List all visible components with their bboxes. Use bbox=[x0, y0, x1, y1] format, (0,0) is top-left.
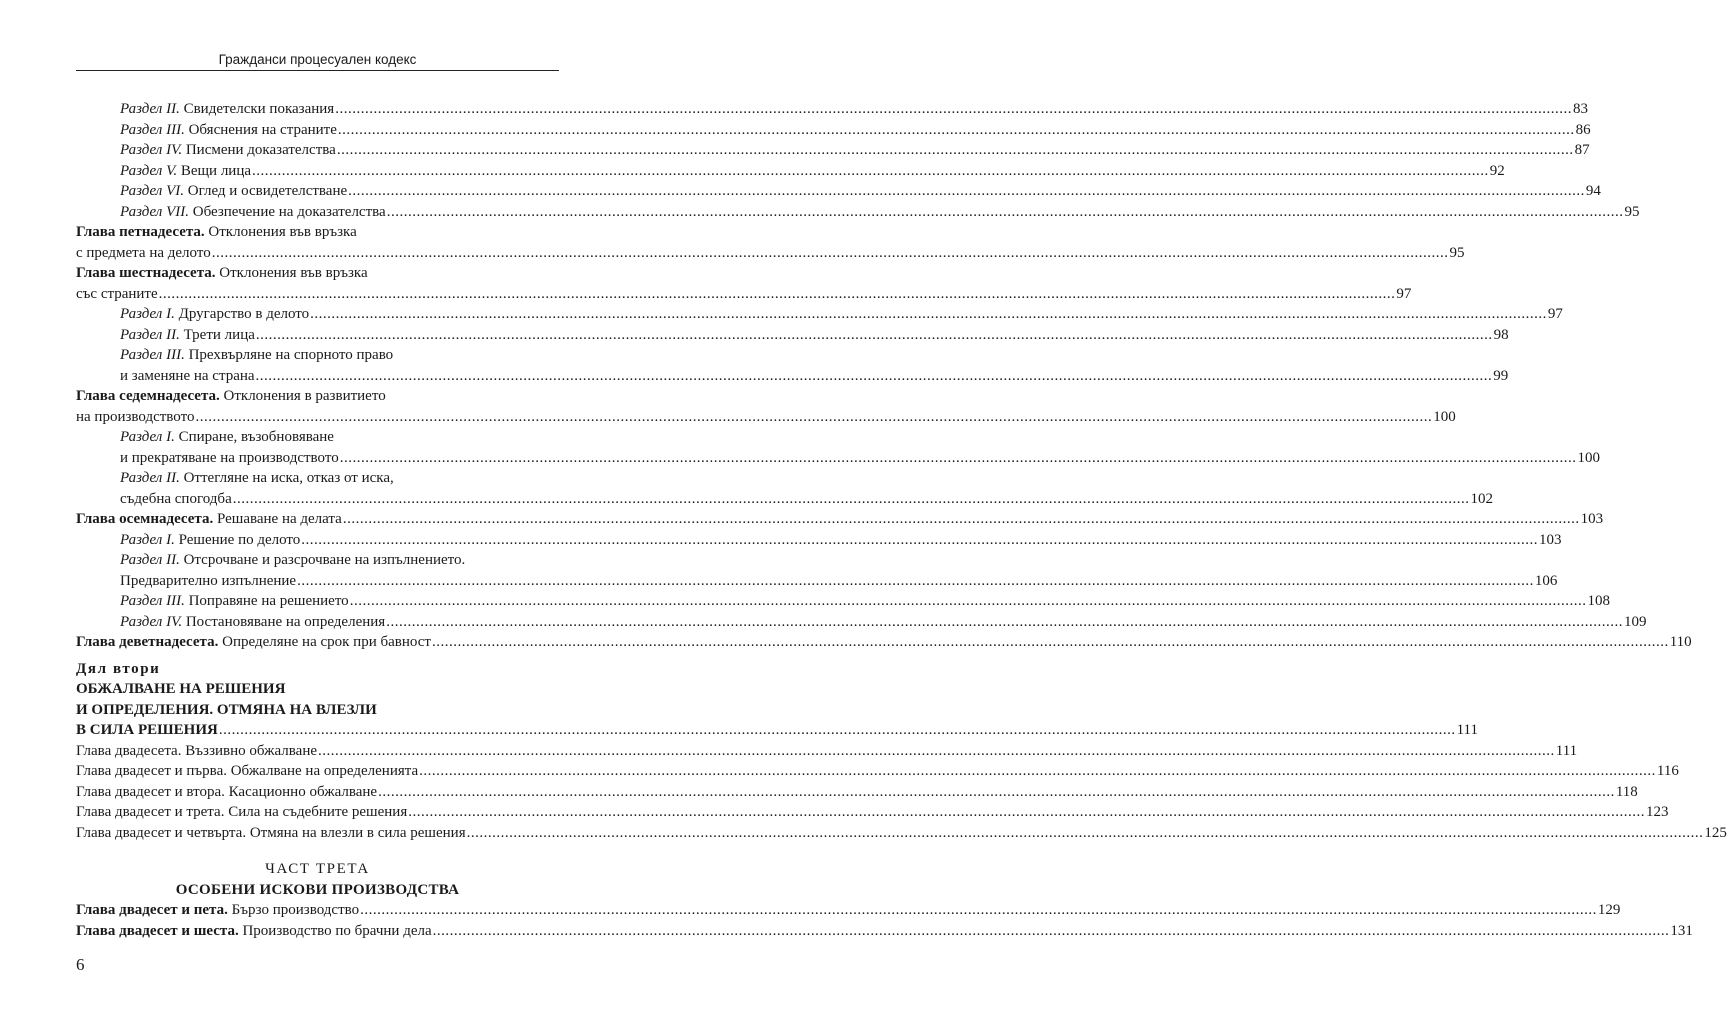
page-ref: 95 bbox=[1624, 203, 1640, 220]
chapter-title: Отклонения в развитието bbox=[223, 388, 386, 404]
dot-leader bbox=[343, 509, 1580, 530]
toc-entry bbox=[76, 120, 1591, 141]
chapter-title: Глава двадесет и първа. Обжалване на определенията bbox=[76, 763, 419, 779]
table-of-contents bbox=[76, 99, 1727, 941]
toc-entry bbox=[76, 720, 1478, 741]
page-ref: 95 bbox=[1449, 244, 1465, 261]
page-ref: 98 bbox=[1493, 326, 1509, 343]
toc-entry bbox=[76, 427, 559, 448]
page-ref: 109 bbox=[1623, 613, 1647, 630]
toc-entry bbox=[76, 325, 1509, 346]
section-title-cont: съдебна спогодба bbox=[120, 490, 232, 507]
chapter-title: Глава двадесет и четвърта. Отмяна на влезли в сила решения bbox=[76, 824, 466, 841]
toc-entry bbox=[76, 741, 1578, 762]
part-heading: ЧАСТ ТРЕТА bbox=[265, 861, 370, 877]
page-number: 6 bbox=[76, 955, 85, 974]
dot-leader bbox=[360, 900, 1597, 921]
dot-leader bbox=[378, 782, 1615, 803]
chapter-title: Решаване на делата bbox=[216, 511, 342, 527]
toc-entry bbox=[76, 823, 1727, 844]
dot-leader bbox=[432, 632, 1669, 653]
section-label: Раздел I. bbox=[120, 306, 175, 322]
page-ref: 116 bbox=[1656, 763, 1679, 779]
section-title: Свидетелски показания bbox=[183, 101, 335, 117]
page-ref: 103 bbox=[1539, 531, 1562, 548]
toc-entry bbox=[76, 530, 1562, 551]
section-title: Вещи лица bbox=[180, 162, 252, 179]
dot-leader bbox=[297, 571, 1534, 592]
section-label: Раздел II. bbox=[120, 552, 180, 568]
section-label: Раздел III. bbox=[120, 121, 185, 138]
section-label: Раздел II. bbox=[120, 470, 180, 486]
section-title: Обезпечение на доказателства bbox=[192, 203, 386, 220]
dot-leader bbox=[233, 489, 1470, 510]
toc-entry-cont bbox=[76, 407, 1456, 428]
toc-entry bbox=[76, 263, 559, 284]
dot-leader bbox=[419, 761, 1656, 782]
toc-entry bbox=[76, 612, 1647, 633]
toc-entry bbox=[76, 632, 1692, 653]
dot-leader bbox=[256, 325, 1493, 346]
page-ref: 106 bbox=[1534, 572, 1558, 589]
page-ref: 102 bbox=[1470, 490, 1493, 507]
section-title: Прехвърляне на спорното право bbox=[188, 347, 394, 363]
dot-leader bbox=[337, 140, 1574, 161]
page-ref: 86 bbox=[1575, 121, 1591, 138]
section-label: Раздел VI. bbox=[120, 183, 184, 199]
toc-entry-cont bbox=[76, 243, 1465, 264]
toc-entry bbox=[76, 222, 559, 243]
section-label: Раздел I. bbox=[120, 531, 175, 548]
section-label: Раздел II. bbox=[120, 101, 180, 117]
section-title: Другарство в делото bbox=[178, 306, 310, 322]
section-title: Поправяне на решението bbox=[188, 593, 349, 609]
section-title: Обяснения на страните bbox=[188, 121, 337, 138]
toc-entry bbox=[76, 161, 1505, 182]
section-title: Отсрочване и разсрочване на изпълнението. bbox=[183, 552, 466, 568]
toc-entry bbox=[76, 900, 1621, 921]
dot-leader bbox=[310, 304, 1547, 325]
toc-entry bbox=[76, 921, 1693, 942]
toc-entry bbox=[76, 202, 1640, 223]
toc-entry bbox=[76, 386, 559, 407]
dot-leader bbox=[386, 612, 1623, 633]
page-ref: 125 bbox=[1704, 824, 1727, 841]
chapter-label: Глава осемнадесета. bbox=[76, 511, 214, 527]
page-ref: 100 bbox=[1433, 408, 1456, 425]
section-title-cont: и прекратяване на производството bbox=[120, 449, 339, 466]
dot-leader bbox=[433, 921, 1670, 942]
page-ref: 83 bbox=[1572, 101, 1588, 117]
section-title: Писмени доказателства bbox=[185, 142, 336, 158]
toc-entry bbox=[76, 802, 1669, 823]
section-label: Раздел III. bbox=[120, 593, 185, 609]
toc-entry bbox=[76, 468, 559, 489]
dot-leader bbox=[408, 802, 1645, 823]
dot-leader bbox=[301, 530, 1538, 551]
toc-entry bbox=[76, 761, 1679, 782]
dot-leader bbox=[350, 591, 1587, 612]
section-label: Раздел VII. bbox=[120, 203, 189, 220]
page-ref: 108 bbox=[1587, 593, 1610, 609]
page-ref: 131 bbox=[1670, 922, 1693, 939]
dot-leader bbox=[212, 243, 1449, 264]
toc-entry bbox=[76, 345, 559, 366]
chapter-label: Глава шестнадесета. bbox=[76, 265, 216, 281]
section-label: Раздел IV. bbox=[120, 142, 183, 158]
chapter-label: Глава двадесет и шеста. bbox=[76, 922, 239, 939]
dot-leader bbox=[387, 202, 1624, 223]
section-label: Раздел II. bbox=[120, 326, 180, 343]
section-label: Раздел IV. bbox=[120, 613, 183, 630]
dot-leader bbox=[338, 120, 1575, 141]
toc-entry-cont bbox=[76, 366, 1509, 387]
toc-entry bbox=[76, 591, 1610, 612]
part-title: И ОПРЕДЕЛЕНИЯ. ОТМЯНА НА ВЛЕЗЛИ bbox=[76, 701, 377, 718]
chapter-title: Производство по брачни дела bbox=[242, 922, 432, 939]
toc-entry bbox=[76, 181, 1601, 202]
page-ref: 111 bbox=[1456, 722, 1478, 738]
toc-entry bbox=[76, 304, 1563, 325]
page-ref: 92 bbox=[1489, 162, 1505, 179]
dot-leader bbox=[252, 161, 1489, 182]
page-ref: 99 bbox=[1493, 367, 1509, 384]
part-title: ОСОБЕНИ ИСКОВИ ПРОИЗВОДСТВА bbox=[175, 881, 460, 898]
section-title: Оглед и освидетелстване bbox=[187, 183, 348, 199]
chapter-title: Отклонения във връзка bbox=[219, 265, 368, 281]
page-ref: 97 bbox=[1396, 285, 1412, 302]
dot-leader bbox=[195, 407, 1432, 428]
page-ref: 103 bbox=[1580, 511, 1604, 527]
chapter-title-cont: на производството bbox=[76, 408, 195, 425]
section-title: Оттегляне на иска, отказ от иска, bbox=[183, 470, 394, 486]
dot-leader bbox=[219, 720, 1456, 741]
toc-entry-cont bbox=[76, 571, 1558, 592]
toc-entry bbox=[76, 509, 1604, 530]
page-ref: 87 bbox=[1574, 142, 1590, 158]
chapter-title-cont: с предмета на делото bbox=[76, 244, 211, 261]
chapter-label: Глава петнадесета. bbox=[76, 224, 205, 240]
chapter-label: Глава деветнадесета. bbox=[76, 634, 219, 650]
dot-leader bbox=[318, 741, 1555, 762]
spacer bbox=[76, 843, 559, 859]
dot-leader bbox=[335, 99, 1572, 120]
dot-leader bbox=[348, 181, 1585, 202]
toc-entry bbox=[76, 550, 559, 571]
page-ref: 97 bbox=[1547, 306, 1563, 322]
chapter-title: Определяне на срок при бавност bbox=[222, 634, 431, 650]
section-label: Раздел V. bbox=[120, 162, 178, 179]
toc-entry-cont bbox=[76, 448, 1600, 469]
chapter-title: Глава двадесет и втора. Касационно обжалване bbox=[76, 783, 378, 800]
page-ref: 94 bbox=[1585, 183, 1601, 199]
chapter-label: Глава седемнадесета. bbox=[76, 388, 220, 404]
running-head: Гражданси процесуален кодекс bbox=[76, 52, 559, 71]
section-title-cont: Предварително изпълнение bbox=[120, 572, 297, 589]
chapter-label: Глава двадесет и пета. bbox=[76, 902, 228, 918]
page-ref: 123 bbox=[1645, 804, 1669, 820]
part-title: ОБЖАЛВАНЕ НА РЕШЕНИЯ bbox=[76, 681, 286, 697]
dot-leader bbox=[340, 448, 1577, 469]
toc-entry bbox=[76, 782, 1638, 803]
part-heading: Дял втори bbox=[76, 660, 161, 677]
dot-leader bbox=[256, 366, 1493, 387]
section-title: Постановяване на определения bbox=[185, 613, 386, 630]
page-ref: 110 bbox=[1669, 634, 1692, 650]
chapter-title-cont: със страните bbox=[76, 285, 158, 302]
toc-entry-cont bbox=[76, 489, 1493, 510]
section-label: Раздел III. bbox=[120, 347, 185, 363]
section-title: Решение по делото bbox=[178, 531, 301, 548]
section-title: Трети лица bbox=[183, 326, 255, 343]
page-ref: 111 bbox=[1555, 742, 1578, 759]
page-ref: 118 bbox=[1615, 783, 1638, 800]
part-title: В СИЛА РЕШЕНИЯ bbox=[76, 722, 218, 738]
chapter-title: Отклонения във връзка bbox=[208, 224, 357, 240]
dot-leader bbox=[159, 284, 1396, 305]
chapter-title: Глава двадесет и трета. Сила на съдебните решения bbox=[76, 804, 408, 820]
page-ref: 100 bbox=[1577, 449, 1600, 466]
chapter-title: Глава двадесета. Въззивно обжалване bbox=[76, 742, 318, 759]
toc-entry bbox=[76, 99, 1588, 120]
section-title-cont: и заменяне на страна bbox=[120, 367, 255, 384]
page-ref: 129 bbox=[1597, 902, 1621, 918]
toc-entry bbox=[76, 140, 1590, 161]
chapter-title: Бързо производство bbox=[231, 902, 360, 918]
toc-entry-cont bbox=[76, 284, 1412, 305]
section-label: Раздел I. bbox=[120, 429, 175, 445]
dot-leader bbox=[467, 823, 1704, 844]
section-title: Спиране, възобновяване bbox=[178, 429, 334, 445]
